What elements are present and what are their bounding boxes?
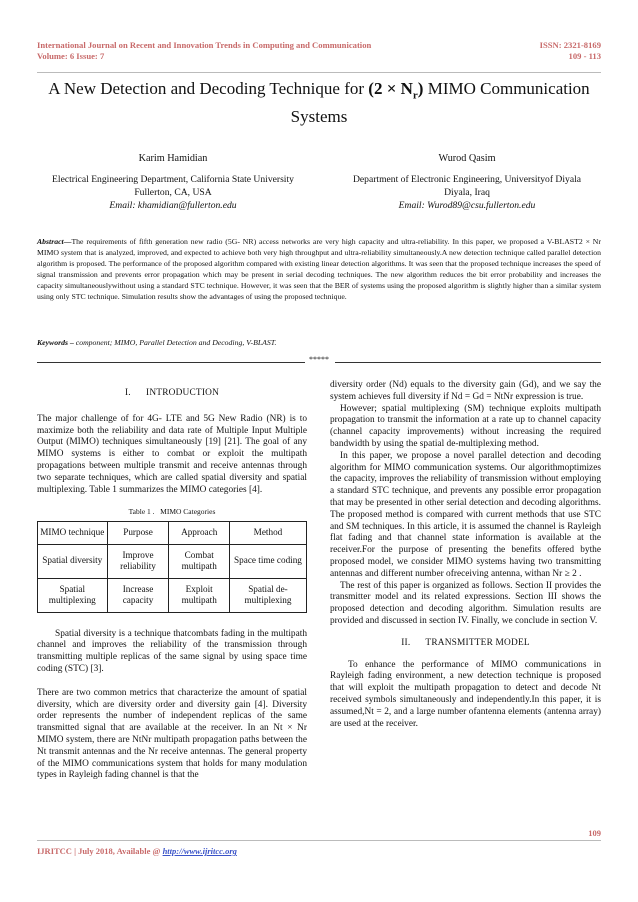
section-heading-introduction: I. INTRODUCTION: [124, 388, 220, 398]
author-affiliation: Electrical Engineering Department, California State University: [52, 174, 294, 185]
table-cell: Exploit multipath: [169, 578, 229, 612]
header-right: [540, 40, 601, 62]
left-column: [37, 380, 307, 782]
title-prefix: A New Detection and Decoding Technique for: [48, 79, 365, 98]
title-math: [368, 79, 424, 102]
table-header-cell: Method: [229, 522, 306, 545]
intro-paragraph-3: There are two common metrics that characterize the amount of spatial diversity, which are diversity order and diversity gain [4]. Diversity order represents the number of independent replicas of the same transmitted signal that are available at the receiver. In an Nt × Nr MIMO system, there are NtNr multipath propagation paths between the Nt transmit antennas and the Nr receive antennas. The general property of the MIMO communications system that holds for many modulation types in Rayleigh fading channel is that the: [37, 687, 307, 781]
intro-paragraph-2: Spatial diversity is a technique thatcombats fading in the multipath channel and improves the reliability of the transmission through transmitting multiple replicas of the same signal by using space time coding (STC) [3].: [37, 628, 307, 675]
title-math-sub: r: [412, 89, 418, 102]
title-math-main: (2 × N: [368, 79, 413, 98]
table-header-cell: MIMO technique: [38, 522, 108, 545]
author-email: Email: Wurod89@csu.fullerton.edu: [398, 200, 536, 211]
abstract-text: The requirements of fifth generation new radio (5G- NR) access networks are very high capacity and ultra-reliability. In this paper, we proposed a V-BLAST2 × Nr MIMO system that is analyzed, improved, and expected to achieve both very high throughput and ultra-reliability simultaneously.A new detection technique called parallel detection algorithm is proposed. The performance of the proposed algorithm compared with existing linear detection algorithms. It was seen that the proposed technique increases the speed of signal transmission and prevents error propagation which may be present in serial decoding techniques. The new algorithm reduces the bit error probability and increases the capacity simultaneouslywithout using a standard STC technique. However, it was seen that the BER of systems using the proposed algorithm is slightly higher than a similar system using only STC technique. Simulation results show the advantages of using the proposed technique.: [37, 237, 601, 301]
page-range: 109 - 113: [568, 51, 601, 61]
author-email: Email: khamidian@fullerton.edu: [109, 200, 237, 211]
table-row: [38, 544, 307, 578]
footer-divider: [37, 840, 601, 841]
mimo-categories-table: [37, 521, 307, 613]
journal-name: International Journal on Recent and Innovation Trends in Computing and Communication: [37, 40, 372, 50]
table-cell: Improve reliability: [107, 544, 169, 578]
separator-rule-right: [335, 362, 601, 363]
footer: [37, 846, 237, 856]
header-left: [37, 40, 371, 62]
author-block-1: [30, 152, 316, 212]
footer-text: IJRITCC | July 2018, Available @: [37, 846, 161, 856]
title-suffix: MIMO Communication: [427, 79, 590, 98]
table-caption: Table 1 . MIMO Categories: [128, 507, 216, 517]
separator-stars: *****: [309, 355, 329, 364]
author-affiliation: Department of Electronic Engineering, Universityof Diyala: [352, 174, 582, 185]
author-location: Fullerton, CA, USA: [134, 187, 212, 198]
table-header-cell: Purpose: [107, 522, 169, 545]
section-heading-transmitter-model: II. TRANSMITTER MODEL: [401, 637, 530, 648]
right-paragraph-2: However; spatial multiplexing (SM) technique exploits multipath propagation to transmit the information at a rate up to channel capacity (channel capacity improvements) without increasing the required bandwidth by using the spatial de-multiplexing method.: [330, 403, 601, 449]
keywords-text: component; MIMO, Parallel Detection and Decoding, V-BLAST.: [75, 338, 277, 347]
author-location: Diyala, Iraq: [444, 187, 490, 198]
author-block-2: [322, 152, 612, 212]
separator-rule-left: [37, 362, 305, 363]
table-cell: Increase capacity: [107, 578, 169, 612]
running-header: [37, 40, 601, 64]
right-paragraph-1: diversity order (Nd) equals to the diversity gain (Gd), and we say the system achieves full diversity if Nd = Gd = NtNr expression is true.: [330, 380, 601, 402]
table-cell: Spatial multiplexing: [38, 578, 108, 612]
paper-title: [30, 78, 608, 127]
intro-paragraph-1: The major challenge of for 4G- LTE and 5G New Radio (NR) is to maximize both the reliability and data rate of Multiple Input Multiple Output (MIMO) techniques simultaneously [19] [21]. The goal of any MIMO systems is either to combat or exploit the multipath propagations between multiple transmit and receive antennas through two separate techniques, which are called spatial diversity and spatial multiplexing. Table 1 summarizes the MIMO categories [4].: [37, 413, 307, 495]
keywords-label: Keywords –: [37, 338, 74, 347]
right-column: [330, 380, 601, 730]
table-cell: Spatial diversity: [38, 544, 108, 578]
title-math-close: ): [417, 79, 424, 98]
author-name: Karim Hamidian: [138, 153, 208, 164]
right-paragraph-4: The rest of this paper is organized as follows. Section II provides the transmitter model and its related expressions. Section III shows the proposed detection and decoding algorithm. Simulation results are provided and discussed in section IV. Finally, we conclude in section V.: [330, 580, 601, 626]
table-header-row: [38, 522, 307, 545]
table-cell: Space time coding: [229, 544, 306, 578]
right-paragraph-3: In this paper, we propose a novel parallel detection and decoding algorithm for MIMO communication systems. Our algorithmoptimizes the capacity, improves the reliability of transmission without employing a standard STC technique, and prevents any possible error propagation that may be presented in other serial detection and decoding algorithms. The proposed method is compared with current methods that use STC and SM techniques. In this article, it is assumed the channel is Rayleigh flat fading and that channel state information is available at the receiver.For the purpose of presenting the benefits offered bythe proposed model, we consider MIMO systems having two transmitting antennas and different number ofreceiving antenna, withan Nr ≥ 2 .: [330, 450, 601, 579]
section-separator: [37, 354, 601, 368]
title-line2: Systems: [290, 107, 348, 127]
keywords: [37, 337, 601, 348]
author-name: Wurod Qasim: [438, 153, 496, 164]
right-paragraph-5: To enhance the performance of MIMO communications in Rayleigh fading environment, a new detection technique is proposed that will exploit the multipath propagation to detect and decode Nt received symbols simultaneously and independently.In this paper, it is assumed,Nt = 2, and a large number ofantenna elements (antenna array) are used at the receiver.: [330, 659, 601, 729]
abstract: [37, 236, 601, 302]
table-cell: Combat multipath: [169, 544, 229, 578]
table-header-cell: Approach: [169, 522, 229, 545]
table-row: [38, 578, 307, 612]
issn: ISSN: 2321-8169: [539, 40, 601, 50]
header-divider: [37, 72, 601, 73]
table-cell: Spatial de-multiplexing: [229, 578, 306, 612]
page-number: 109: [588, 828, 601, 838]
volume-issue: Volume: 6 Issue: 7: [37, 51, 105, 61]
journal-website-link[interactable]: http://www.ijritcc.org: [162, 846, 237, 856]
abstract-label: Abstract—: [37, 237, 72, 246]
